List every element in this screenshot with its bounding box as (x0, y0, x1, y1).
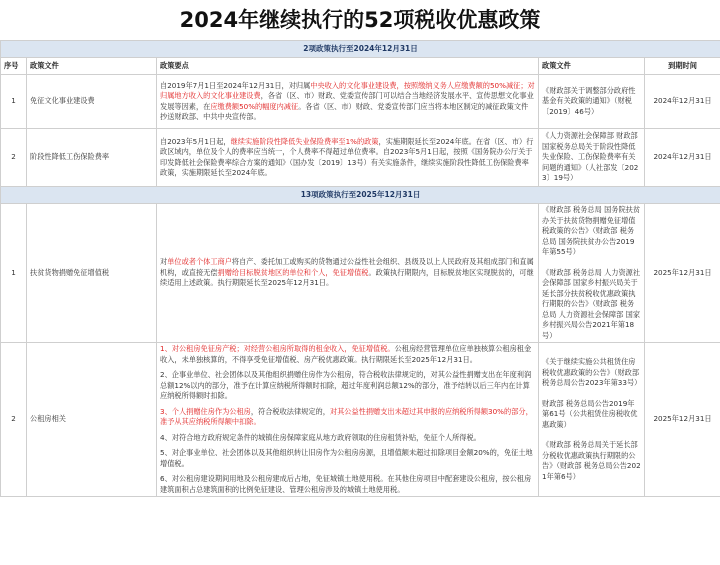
section-title: 2项政策执行至2024年12月31日 (1, 41, 720, 58)
row-name: 扶贫货物捐赠免征增值税 (27, 204, 157, 343)
policy-text: 2、企事业单位、社会团体以及其他组织捐赠住房作为公租房，符合税收法律规定的，对其公益性捐赠支出在年度利润总额12%以内的部分，准予在计算应纳税所得额时扣除，超过年度利润总额12%的部分，准予结转以后三年内在计算应纳税所得额时扣除。 (160, 370, 532, 400)
row-docs (539, 343, 645, 497)
highlight-text: 对其公益性捐赠支出未超过其申报的应纳税所得额30%的部分，准予从其应纳税所得额中扣除。 (160, 406, 533, 426)
col-header-policy-doc: 政策文件 (539, 58, 645, 75)
col-header-no: 序号 (1, 58, 27, 75)
table-header-row (1, 58, 720, 75)
col-header-deadline: 到期时间 (645, 58, 720, 75)
policy-document: 《财政部关于调整部分政府性基金有关政策的通知》（财税〔2019〕46号） (542, 85, 636, 116)
row-no: 1 (1, 75, 27, 129)
row-deadline: 2025年12月31日 (645, 204, 720, 343)
row-docs (539, 204, 645, 343)
row-name: 阶段性降低工伤保险费率 (27, 129, 157, 187)
row-name: 免征文化事业建设费 (27, 75, 157, 129)
highlight-text: 继续实施阶段性降低失业保险费率至1%的政策 (230, 136, 379, 146)
section-header-2025 (1, 187, 720, 204)
policy-table (0, 40, 720, 497)
row-no: 2 (1, 129, 27, 187)
policy-text: ，符合税收法律规定的， (250, 406, 330, 416)
row-points (157, 343, 539, 497)
row-deadline: 2024年12月31日 (645, 75, 720, 129)
policy-text: 自2023年5月1日起， (160, 136, 231, 146)
policy-text: 4、对符合地方政府规定条件的城镇住房保障家庭从地方政府领取的住房租赁补贴，免征个人所得税。 (160, 432, 481, 442)
row-deadline: 2025年12月31日 (645, 343, 720, 497)
row-name: 公租房相关 (27, 343, 157, 497)
row-no: 2 (1, 343, 27, 497)
highlight-text: 1、对公租房免征房产税；对经营公租房所取得的租金收入，免征增值税。 (160, 344, 395, 353)
table-row (1, 129, 720, 187)
table-row (1, 204, 720, 343)
table-row (1, 75, 720, 129)
table-row (1, 343, 720, 497)
policy-document: 《人力资源社会保障部 财政部 国家税务总局关于阶段性降低失业保险、工伤保险费率有关问题的通知》（人社部发〔2023〕19号） (542, 131, 639, 183)
row-docs (539, 129, 645, 187)
col-header-points: 政策要点 (157, 58, 539, 75)
policy-text: 5、对企事业单位、社会团体以及其他组织转让旧房作为公租房房源，且增值额未超过扣除项目金额20%的，免征土地增值税。 (160, 448, 533, 468)
policy-paragraph (160, 370, 535, 402)
highlight-text: 3、个人捐赠住房作为公租房 (160, 406, 251, 416)
policy-text: 。各省（区、市）财政、党委宣传部门应当将本地区制定的减征政策文件抄送财政部、中共中央宣传部。 (160, 101, 529, 121)
highlight-text: 应缴费额50%的幅度内减征 (210, 101, 299, 111)
page-title: 2024年继续执行的52项税收优惠政策 (179, 8, 541, 32)
row-points (157, 75, 539, 129)
policy-paragraph (160, 474, 535, 495)
policy-paragraph (160, 433, 535, 444)
policy-document: 《关于继续实施公共租赁住房税收优惠政策的公告》（财政部 税务总局公告2023年第33号） (542, 357, 642, 387)
policy-text: 自2019年7月1日至2024年12月31日，对归属 (160, 80, 311, 90)
section-header-2024 (1, 41, 720, 58)
highlight-text: 中央收入的文化事业建设费，按照缴纳义务人应缴费额的50%减征；对归属地方收入的文化事业建设费 (160, 80, 535, 100)
policy-document: 《财政部 税务总局 国务院扶贫办关于扶贫货物捐赠免征增值税政策的公告》（财政部 税务总局 国务院扶贫办公告2019年第55号） (542, 205, 641, 256)
row-no: 1 (1, 204, 27, 343)
policy-text: 对 (160, 257, 168, 267)
policy-text: 。政策执行期限内，目标脱贫地区实现脱贫的，可继续适用上述政策。执行期限延长至2025年12月31日。 (160, 267, 534, 288)
row-docs (539, 75, 645, 129)
policy-text: ，各省（区、市）财政、党委宣传部门可以结合当地经济发展水平、宣传思想文化事业发展等因素，在 (160, 91, 534, 111)
policy-text: 将自产、委托加工或购买的货物通过公益性社会组织、县级及以上人民政府及其组成部门和直属机构，或直接无偿 (160, 257, 534, 277)
policy-text: 6、对公租房建设期间用地及公租房建成后占地，免征城镇土地使用税。在其他住房项目中配套建设公租房，按公租房建筑面积占总建筑面积的比例免征建设、管理公租房涉及的城镇土地使用税。 (160, 474, 532, 494)
policy-paragraph (160, 448, 535, 469)
policy-paragraph (160, 407, 535, 428)
policy-text: ，实施期限延长至2024年底。在省（区、市）行政区域内，单位及个人的费率应当统一，个人费率不得超过单位费率。自2023年5月1日起，按照《国务院办公厅关于印发降低社会保险费率综合方案的通知》（国办发〔2019〕13号）有关实施条件，继续实施阶段性降低工伤保险费率政策，实施期限延长至2024年底。 (160, 136, 534, 177)
col-header-policy-file: 政策文件 (27, 58, 157, 75)
policy-document: 《财政部 税务总局关于延长部分税收优惠政策执行期限的公告》（财政部 税务总局公告2021年第6号） (542, 440, 641, 481)
policy-paragraph (160, 344, 535, 365)
section-title: 13项政策执行至2025年12月31日 (1, 187, 720, 204)
policy-text: 公租房经营管理单位应单独核算公租房租金收入，未单独核算的，不得享受免征增值税、房产税优惠政策。执行期限延长至2025年12月31日。 (160, 344, 532, 364)
row-points (157, 129, 539, 187)
highlight-text: 捐赠给目标脱贫地区的单位和个人，免征增值税 (217, 267, 369, 277)
policy-document: 《财政部 税务总局 人力资源社会保障部 国家乡村振兴局关于延长部分扶贫税收优惠政策执行期限的公告》（财政部 税务总局 人力资源社会保障部 国家乡村振兴局公告2021年第18号） (542, 267, 641, 340)
policy-document: 财政部 税务总局公告2019年第61号（公共租赁住房税收优惠政策） (542, 398, 638, 429)
row-deadline: 2024年12月31日 (645, 129, 720, 187)
highlight-text: 单位或者个体工商户 (167, 257, 232, 267)
row-points (157, 204, 539, 343)
